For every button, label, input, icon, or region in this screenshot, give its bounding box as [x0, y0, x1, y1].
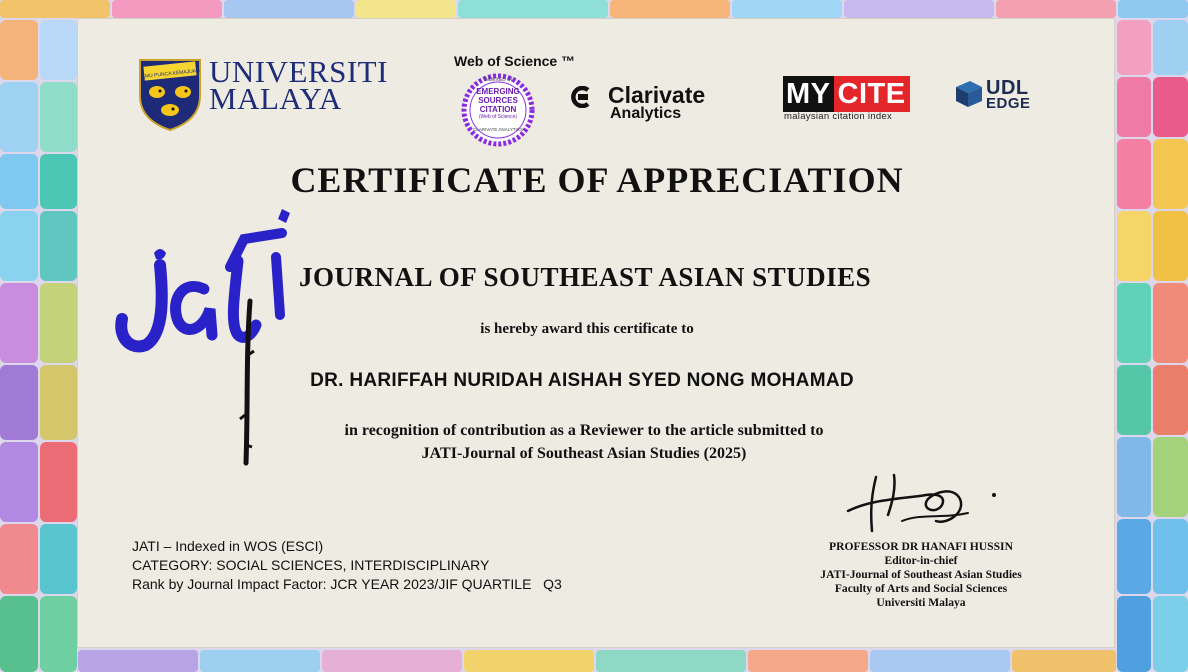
- esci-seal-bottom: CLARIVATE ANALYTICS: [472, 127, 523, 132]
- svg-text:ILMU PUNCA KEMAJUAN: ILMU PUNCA KEMAJUAN: [140, 67, 201, 81]
- signatory-university: Universiti Malaya: [876, 596, 966, 609]
- signatory-name: PROFESSOR DR HANAFI HUSSIN: [829, 540, 1013, 553]
- clarivate-mark-icon: [566, 86, 596, 108]
- indexing-line1: JATI – Indexed in WOS (ESCI): [132, 538, 324, 554]
- mycite-logo: [783, 76, 910, 112]
- journal-name: JOURNAL OF SOUTHEAST ASIAN STUDIES: [299, 262, 872, 292]
- clarivate-name: Clarivate: [608, 82, 706, 108]
- clarivate-sub: Analytics: [610, 105, 682, 122]
- signatory-block: [779, 540, 1063, 610]
- wos-header: Web of Science ™: [454, 53, 576, 69]
- signature-icon: [842, 469, 1002, 537]
- certificate-body: [82, 23, 1110, 639]
- certificate-title: CERTIFICATE OF APPRECIATION: [290, 160, 904, 200]
- award-line: is hereby award this certificate to: [480, 321, 694, 337]
- indexing-line3: Rank by Journal Impact Factor: JCR YEAR 2023/JIF QUARTILE Q3: [132, 576, 562, 592]
- esci-seal-top: INDEXED IN: [483, 77, 513, 83]
- indexing-line2: CATEGORY: SOCIAL SCIENCES, INTERDISCIPLINARY: [132, 557, 490, 573]
- clarivate-logo: [608, 84, 705, 122]
- recipient-name: DR. HARIFFAH NURIDAH AISHAH SYED NONG MOHAMAD: [310, 370, 854, 391]
- university-name-line1: UNIVERSITI: [209, 54, 388, 89]
- udl-line2: EDGE: [986, 95, 1031, 112]
- university-name: [209, 54, 388, 116]
- mycite-part2: CITE: [834, 76, 910, 112]
- udl-cube-icon: [954, 79, 984, 109]
- esci-seal-text: [454, 87, 542, 121]
- certificate-card: [77, 18, 1115, 648]
- signatory-journal: JATI-Journal of Southeast Asian Studies: [820, 568, 1022, 581]
- esci-seal-line4: (Web of Science): [478, 114, 518, 120]
- mycite-part1: MY: [783, 76, 834, 112]
- signatory-faculty: Faculty of Arts and Social Sciences: [834, 582, 1008, 595]
- esci-seal-line3: CITATION: [479, 105, 517, 114]
- recognition-text: [82, 419, 1086, 465]
- esci-seal-line2: SOURCES: [478, 96, 518, 105]
- recognition-line1: in recognition of contribution as a Reviewer to the article submitted to: [344, 422, 824, 439]
- university-crest-icon: [136, 56, 204, 132]
- mycite-sub: malaysian citation index: [784, 111, 893, 122]
- udl-logo: [986, 79, 1031, 110]
- recognition-line2: JATI-Journal of Southeast Asian Studies (2025): [421, 445, 747, 462]
- udl-line1: UDL: [986, 77, 1029, 99]
- university-name-line2: MALAYA: [209, 81, 342, 116]
- indexing-info: [132, 537, 562, 594]
- esci-seal-line1: EMERGING: [476, 87, 520, 96]
- signatory-role: Editor-in-chief: [884, 554, 958, 567]
